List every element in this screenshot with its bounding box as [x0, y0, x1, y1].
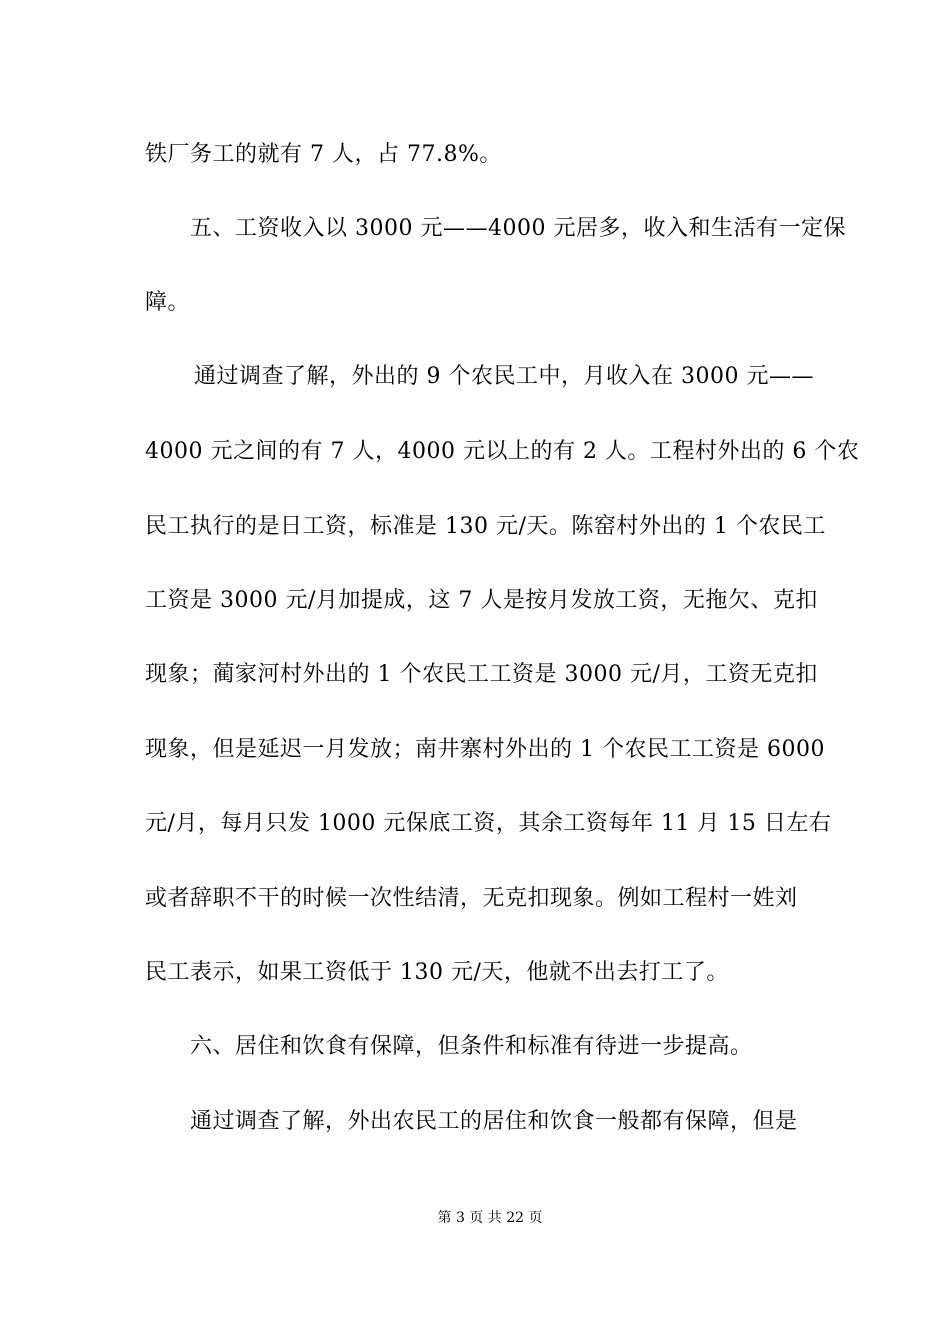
paragraph-start: 通过调查了解，外出农民工的居住和饮食一般都有保障，但是: [190, 1109, 798, 1134]
text-line-3: 障。: [145, 290, 191, 315]
text-line-12: 民工表示，如果工资低于 130 元/天，他就不出去打工了。: [145, 960, 729, 985]
page-footer: 第 3 页 共 22 页: [437, 1210, 543, 1226]
text-line-6: 民工执行的是日工资，标准是 130 元/天。陈窑村外出的 1 个农民工: [145, 514, 826, 539]
text-line-8: 现象；蔺家河村外出的 1 个农民工工资是 3000 元/月，工资无克扣: [145, 662, 818, 687]
paragraph-start: 通过调查了解，外出的 9 个农民工中，月收入在 3000 元——: [194, 364, 814, 389]
text-line-9: 现象，但是延迟一月发放；南井寨村外出的 1 个农民工工资是 6000: [145, 737, 825, 762]
text-line-5: 4000 元之间的有 7 人，4000 元以上的有 2 人。工程村外出的 6 个农: [145, 439, 860, 464]
section-heading-5: 五、工资收入以 3000 元——4000 元居多，收入和生活有一定保: [190, 216, 846, 241]
text-line-11: 或者辞职不干的时候一次性结清，无克扣现象。例如工程村一姓刘: [145, 886, 798, 911]
text-line-1: 铁厂务工的就有 7 人，占 77.8%。: [145, 142, 502, 167]
section-heading-6: 六、居住和饮食有保障，但条件和标准有待进一步提高。: [190, 1034, 753, 1059]
text-line-7: 工资是 3000 元/月加提成，这 7 人是按月发放工资，无拖欠、克扣: [145, 588, 818, 613]
text-line-10: 元/月，每月只发 1000 元保底工资，其余工资每年 11 月 15 日左右: [145, 811, 832, 836]
